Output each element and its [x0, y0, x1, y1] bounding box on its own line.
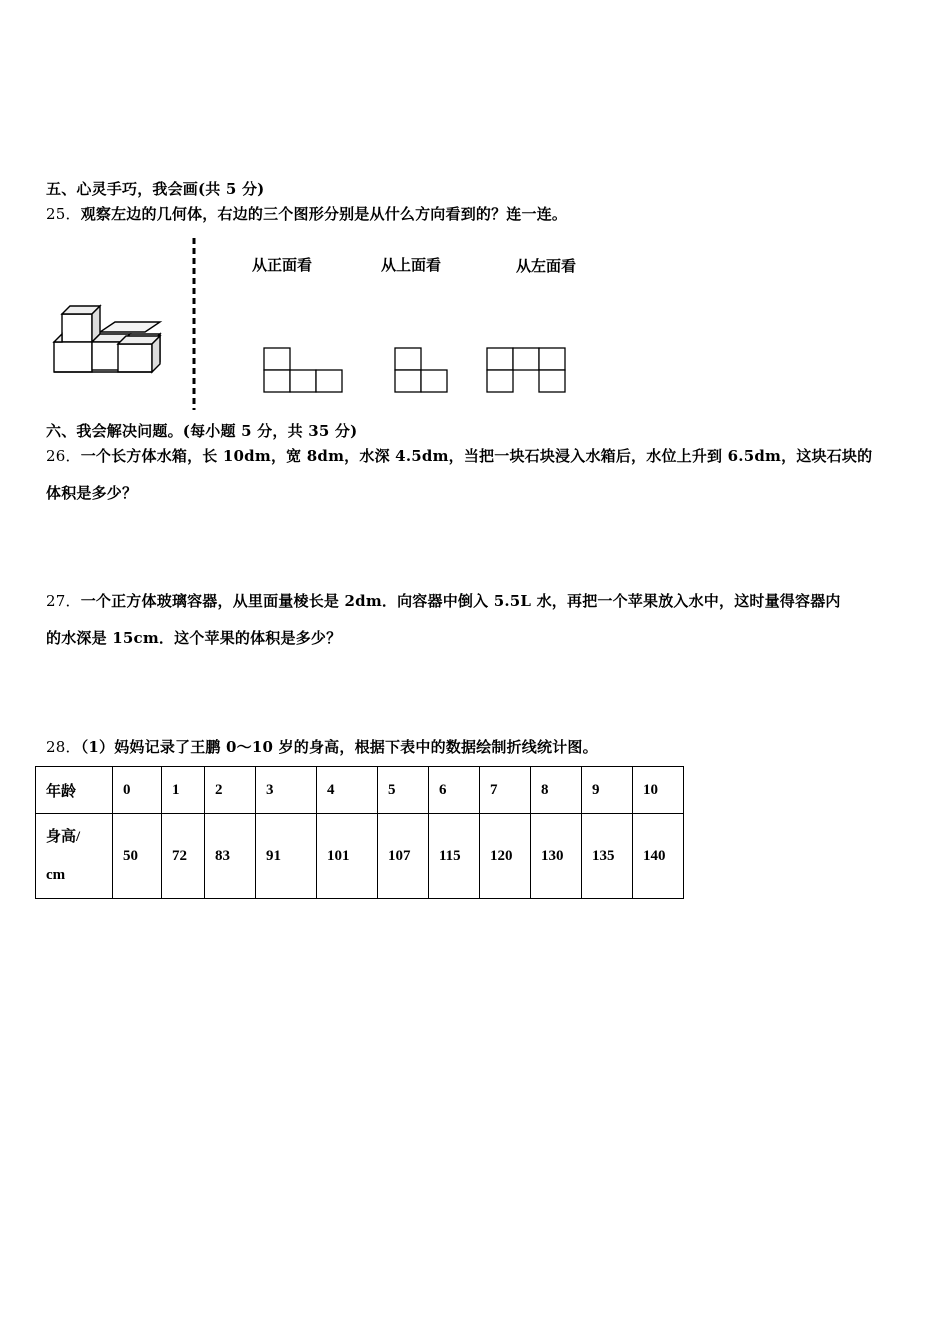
table-cell-age: 3 — [256, 767, 317, 814]
table-cell-age: 6 — [429, 767, 480, 814]
question-25 — [46, 203, 567, 224]
view-label-top: 从上面看 — [381, 256, 442, 274]
table-cell-height: 107 — [378, 814, 429, 899]
cube-solid — [54, 306, 160, 372]
table-cell-age: 10 — [633, 767, 684, 814]
table-cell-age: 8 — [531, 767, 582, 814]
table-cell-height: 135 — [582, 814, 633, 899]
question-28-text: （1）妈妈记录了王鹏 0～10 岁的身高，根据下表中的数据绘制折线统计图。 — [80, 738, 598, 756]
question-28-number: 28． — [46, 738, 81, 756]
section5-heading: 五、心灵手巧，我会画(共 5 分) — [46, 180, 265, 198]
section6-heading: 六、我会解决问题。(每小题 5 分，共 35 分) — [46, 422, 358, 440]
table-row-age — [36, 767, 684, 814]
view-label-front: 从正面看 — [252, 256, 313, 274]
question-27-line2: 的水深是 15cm．这个苹果的体积是多少？ — [46, 629, 342, 647]
table-cell-height: 120 — [480, 814, 531, 899]
question-28 — [46, 736, 598, 757]
table-cell-height: 140 — [633, 814, 684, 899]
front-view-shape — [264, 348, 342, 392]
table-cell-age: 4 — [317, 767, 378, 814]
table-cell-height: 91 — [256, 814, 317, 899]
question-25-number: 25． — [46, 205, 81, 223]
question-26-number: 26． — [46, 447, 81, 465]
question-26-text1: 一个长方体水箱，长 10dm，宽 8dm，水深 4.5dm，当把一块石块浸入水箱后，水位上升到 6.5dm，这块石块的 — [80, 447, 873, 465]
height-header-line1: 身高/ — [46, 829, 81, 845]
question-27-line1 — [46, 590, 841, 611]
question-27-text1: 一个正方体玻璃容器，从里面量棱长是 2dm．向容器中倒入 5.5L 水，再把一个苹果放入水中，这时量得容器内 — [80, 592, 841, 610]
table-cell-age: 7 — [480, 767, 531, 814]
height-table — [35, 766, 684, 899]
question-26-line2: 体积是多少？ — [46, 484, 138, 502]
question-25-text: 观察左边的几何体，右边的三个图形分别是从什么方向看到的？连一连。 — [80, 205, 568, 223]
table-cell-height: 50 — [113, 814, 162, 899]
top-view-shape — [395, 348, 447, 392]
question-27-number: 27． — [46, 592, 81, 610]
table-cell-age: 0 — [113, 767, 162, 814]
table-cell-height: 130 — [531, 814, 582, 899]
question-25-figure — [40, 232, 640, 412]
table-cell-height: 115 — [429, 814, 480, 899]
table-cell-height: 101 — [317, 814, 378, 899]
table-header-height — [36, 814, 113, 899]
table-cell-age: 2 — [205, 767, 256, 814]
table-cell-height: 72 — [162, 814, 205, 899]
table-header-age: 年龄 — [36, 767, 113, 814]
question-26-line1 — [46, 445, 872, 466]
left-view-shape — [487, 348, 565, 392]
view-label-left: 从左面看 — [516, 257, 577, 275]
table-cell-age: 9 — [582, 767, 633, 814]
table-cell-height: 83 — [205, 814, 256, 899]
height-header-line2: cm — [46, 867, 66, 883]
table-cell-age: 5 — [378, 767, 429, 814]
table-row-height — [36, 814, 684, 899]
table-cell-age: 1 — [162, 767, 205, 814]
